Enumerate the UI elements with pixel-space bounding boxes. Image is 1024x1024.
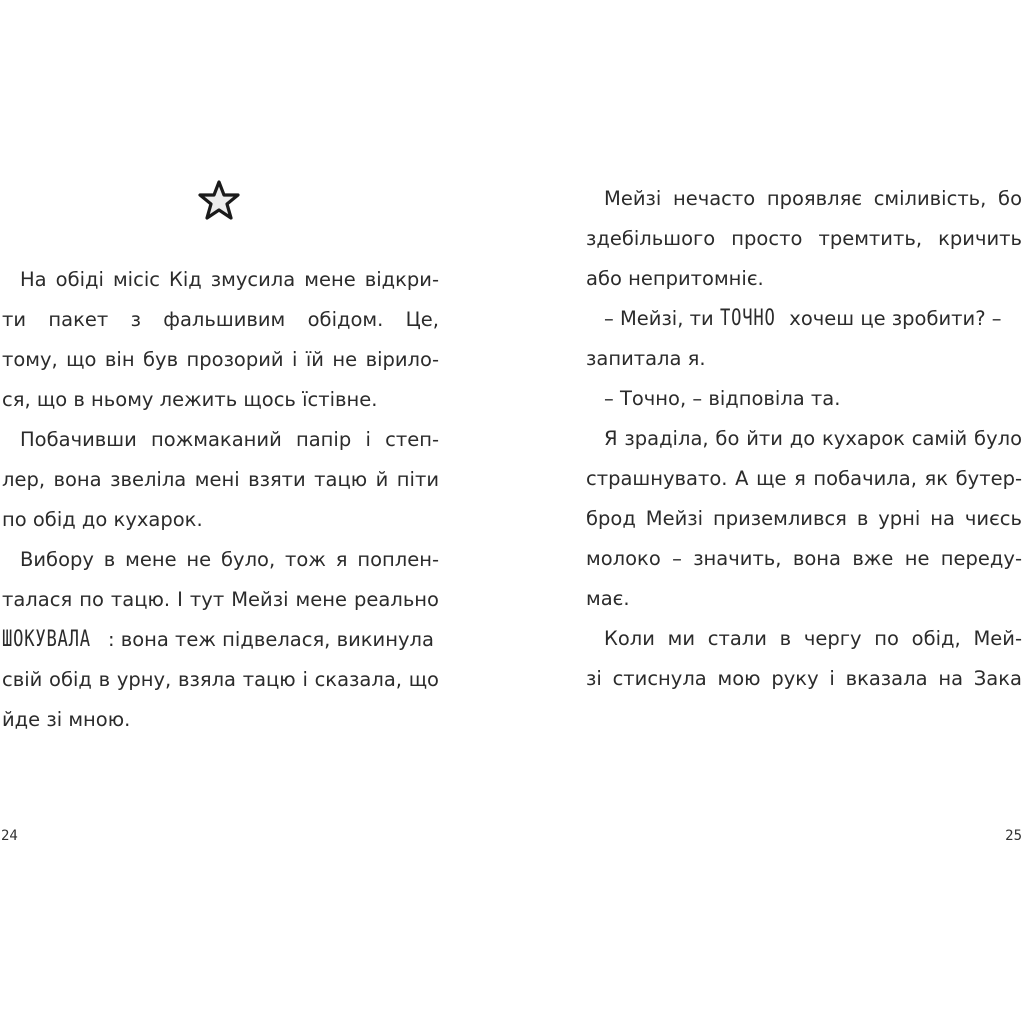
text-line: молоко – значить, вона вже не переду- bbox=[586, 547, 1022, 570]
text-fragment: хочеш це зробити? – bbox=[783, 307, 1002, 330]
text-line: йде зі мною. bbox=[2, 708, 131, 731]
text-line bbox=[2, 620, 439, 660]
page-number: 25 bbox=[1005, 828, 1022, 844]
star-outline-icon bbox=[198, 180, 240, 220]
text-line: має. bbox=[586, 587, 630, 610]
text-line: Побачивши пожмаканий папір і степ- bbox=[20, 428, 439, 451]
text-line: ся, що в ньому лежить щось їстівне. bbox=[2, 388, 378, 411]
text-fragment: : вона теж підвелася, викинула bbox=[107, 628, 434, 651]
page-number: 24 bbox=[1, 828, 18, 844]
text-line: Мейзі нечасто проявляє сміливість, бо bbox=[604, 187, 1022, 210]
text-line: – Точно, – відповіла та. bbox=[604, 387, 841, 410]
left-body-text bbox=[2, 260, 439, 740]
text-line: На обіді місіс Кід змусила мене відкри- bbox=[20, 268, 439, 291]
text-line: ти пакет з фальшивим обідом. Це, bbox=[2, 308, 439, 331]
text-line: талася по тацю. І тут Мейзі мене реально bbox=[2, 588, 439, 611]
text-line bbox=[586, 299, 1022, 339]
text-line: здебільшого просто тремтить, кричить bbox=[586, 227, 1022, 250]
text-line: лер, вона звеліла мені взяти тацю й піти bbox=[2, 468, 439, 491]
text-line: брод Мейзі приземлився в урні на чиєсь bbox=[586, 507, 1022, 530]
right-body-text bbox=[586, 179, 1022, 699]
text-fragment: – Мейзі, ти bbox=[604, 307, 720, 330]
text-line: або непритомніє. bbox=[586, 267, 764, 290]
text-line: Коли ми стали в чергу по обід, Мей- bbox=[604, 627, 1022, 650]
text-line: зі стиснула мою руку і вказала на Зака bbox=[586, 667, 1022, 690]
emphasized-word: ТОЧНО bbox=[719, 306, 776, 331]
text-line: по обід до кухарок. bbox=[2, 508, 203, 531]
text-line: запитала я. bbox=[586, 347, 706, 370]
text-line: Я зраділа, бо йти до кухарок самій було bbox=[604, 427, 1022, 450]
right-page bbox=[512, 0, 1024, 1024]
text-line: страшнувато. А ще я побачила, як бутер- bbox=[586, 467, 1022, 490]
emphasized-word: ШОКУВАЛА bbox=[2, 627, 91, 652]
text-line: Вибору в мене не було, тож я поплен- bbox=[20, 548, 439, 571]
text-line: свій обід в урну, взяла тацю і сказала, що bbox=[2, 668, 439, 691]
text-line: тому, що він був прозорий і їй не вірило- bbox=[2, 348, 439, 371]
